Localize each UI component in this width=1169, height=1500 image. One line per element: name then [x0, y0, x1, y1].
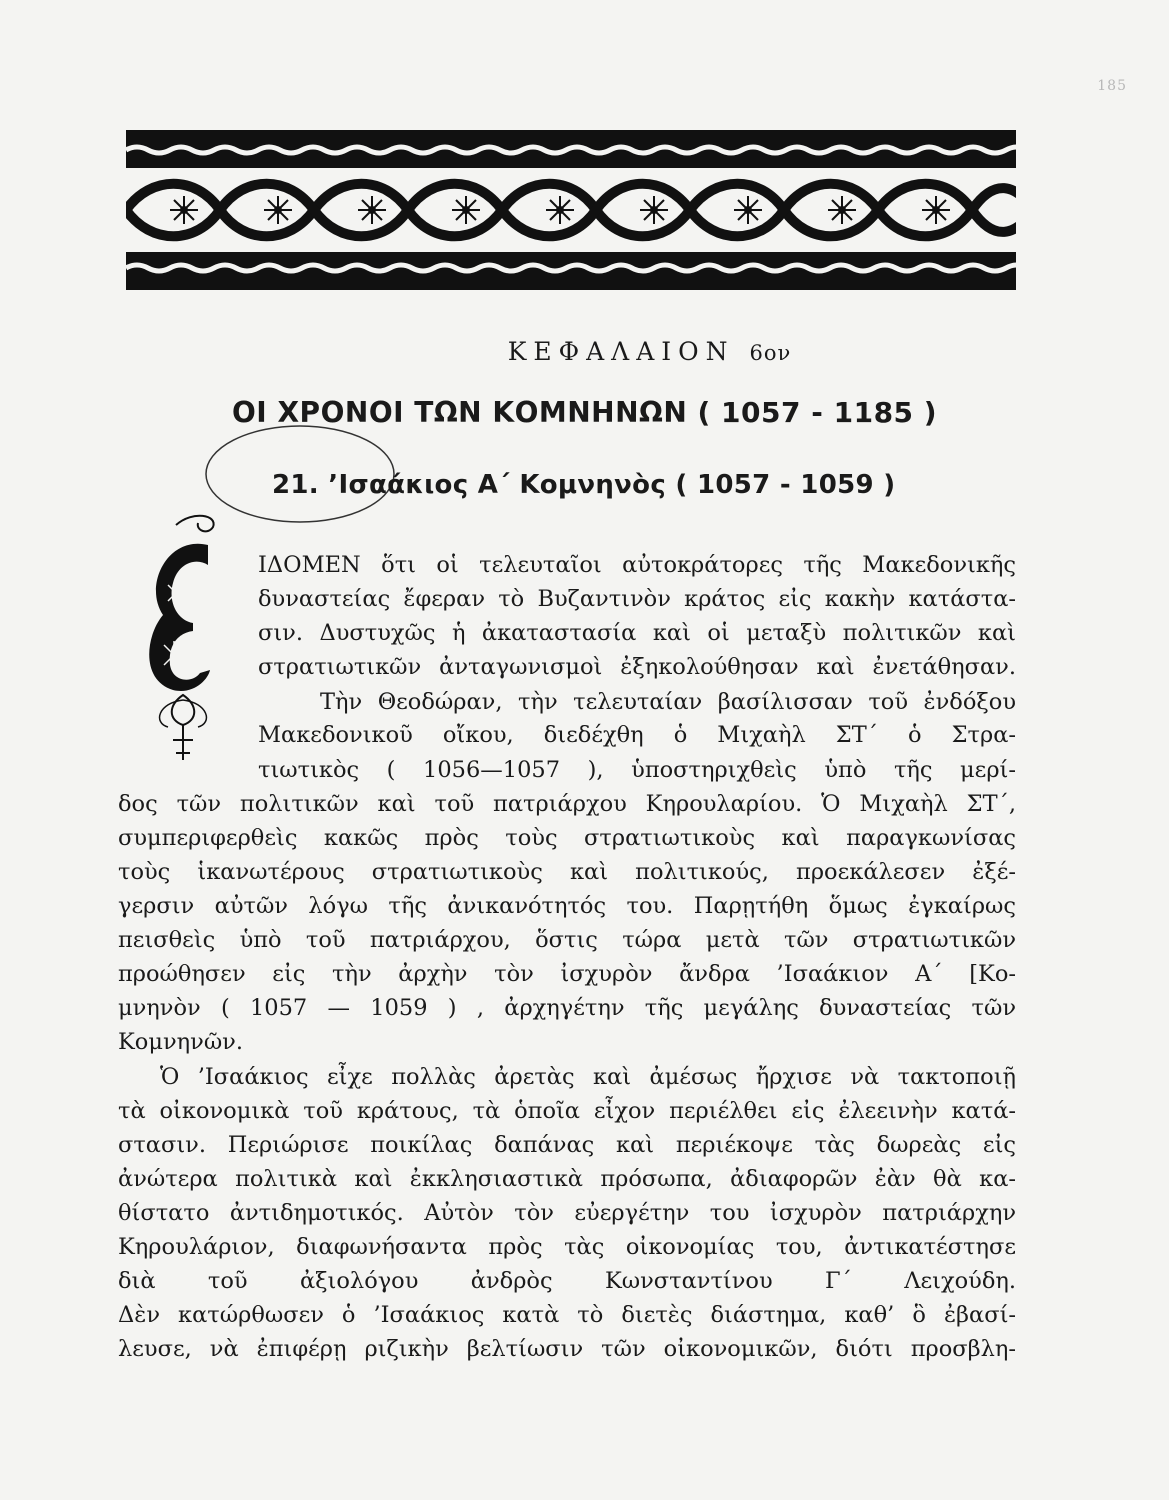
page-number: 185 — [1097, 78, 1127, 94]
chapter-title: ΟΙ ΧΡΟΝΟΙ ΤΩΝ ΚΟΜΝΗΝΩΝ ( 1057 - 1185 ) — [232, 396, 938, 429]
text-line: προώθησεν εἰς τὴν ἀρχὴν τὸν ἰσχυρὸν ἄνδρα ’Ισαάκιον Α΄ [Κο- — [118, 961, 1016, 987]
text-line: τιωτικὸς ( 1056—1057 ), ὑποστηριχθεὶς ὑπὸ τῆς μερί- — [258, 757, 1016, 783]
ornamental-header-band — [126, 130, 1016, 290]
text-line: τοὺς ἱκανωτέρους στρατιωτικοὺς καὶ πολιτικούς, προεκάλεσεν ἐξέ- — [118, 859, 1016, 885]
chapter-label-word: ΚΕΦΑΛΑΙΟΝ — [507, 337, 735, 366]
text-line: Τὴν Θεοδώραν, τὴν τελευταίαν βασίλισσαν τοῦ ἐνδόξου — [320, 689, 1016, 715]
text-line: συμπεριφερθεὶς κακῶς πρὸς τοὺς στρατιωτικοὺς καὶ παραγκωνίσας — [118, 825, 1016, 851]
text-line: δος τῶν πολιτικῶν καὶ τοῦ πατριάρχου Κηρουλαρίου. Ὁ Μιχαὴλ ΣΤ΄, — [118, 791, 1016, 817]
text-line: ΙΔΟΜΕΝ ὅτι οἱ τελευταῖοι αὐτοκράτορες τῆς Μακεδονικῆς — [258, 552, 1016, 578]
text-line: δυναστείας ἔφεραν τὸ Βυζαντινὸν κράτος εἰς κακὴν κατάστα- — [258, 586, 1016, 612]
text-line: γερσιν αὐτῶν λόγω τῆς ἀνικανότητός του. Παρῃτήθη ὅμως ἐγκαίρως — [118, 893, 1016, 919]
text-line: Δὲν κατώρθωσεν ὁ ’Ισαάκιος κατὰ τὸ διετὲς διάστημα, καθ’ ὃ ἐβασί- — [118, 1302, 1016, 1328]
chapter-label — [0, 337, 1169, 366]
text-line: λευσε, νὰ ἐπιφέρῃ ριζικὴν βελτίωσιν τῶν οἰκονομικῶν, διότι προσβλη- — [118, 1336, 1016, 1362]
text-line: μνηνὸν ( 1057 — 1059 ) , ἀρχηγέτην τῆς μεγάλης δυναστείας τῶν — [118, 995, 1016, 1021]
text-line: Κομνηνῶν. — [118, 1029, 243, 1055]
text-line: διὰ τοῦ ἀξιολόγου ἀνδρὸς Κωνσταντίνου Γ΄ Λειχούδη. — [118, 1268, 1016, 1294]
text-line: Μακεδονικοῦ οἴκου, διεδέχθη ὁ Μιχαὴλ ΣΤ΄ ὁ Στρα- — [258, 722, 1016, 748]
text-line: Ὁ ’Ισαάκιος εἶχε πολλὰς ἀρετὰς καὶ ἀμέσως ἤρχισε νὰ τακτοποιῇ — [160, 1064, 1016, 1090]
text-line: Κηρουλάριον, διαφωνήσαντα πρὸς τὰς οἰκονομίας του, ἀντικατέστησε — [118, 1234, 1016, 1260]
text-line: τὰ οἰκονομικὰ τοῦ κράτους, τὰ ὁποῖα εἶχον περιέλθει εἰς ἐλεεινὴν κατά- — [118, 1098, 1016, 1124]
text-line: ἀνώτερα πολιτικὰ καὶ ἐκκλησιαστικὰ πρόσωπα, ἀδιαφορῶν ἐὰν θὰ κα- — [118, 1166, 1016, 1192]
text-line: πεισθεὶς ὑπὸ τοῦ πατριάρχου, ὅστις τώρα μετὰ τῶν στρατιωτικῶν — [118, 927, 1016, 953]
text-line: στασιν. Περιώρισε ποικίλας δαπάνας καὶ περιέκοψε τὰς δωρεὰς εἰς — [118, 1132, 1016, 1158]
decorative-initial-epsilon — [138, 505, 238, 775]
chapter-ordinal: 6ον — [749, 341, 792, 365]
text-line: στρατιωτικῶν ἀνταγωνισμοὶ ἐξηκολούθησαν καὶ ἐνετάθησαν. — [258, 654, 1016, 680]
text-line: θίστατο ἀντιδημοτικός. Αὐτὸν τὸν εὐεργέτην του ἰσχυρὸν πατριάρχην — [118, 1200, 1016, 1226]
section-title: 21. ’Ισαάκιος Α΄ Κομνηνὸς ( 1057 - 1059 ) — [272, 470, 896, 500]
text-line: σιν. Δυστυχῶς ἡ ἀκαταστασία καὶ οἱ μεταξὺ πολιτικῶν καὶ — [258, 620, 1016, 646]
